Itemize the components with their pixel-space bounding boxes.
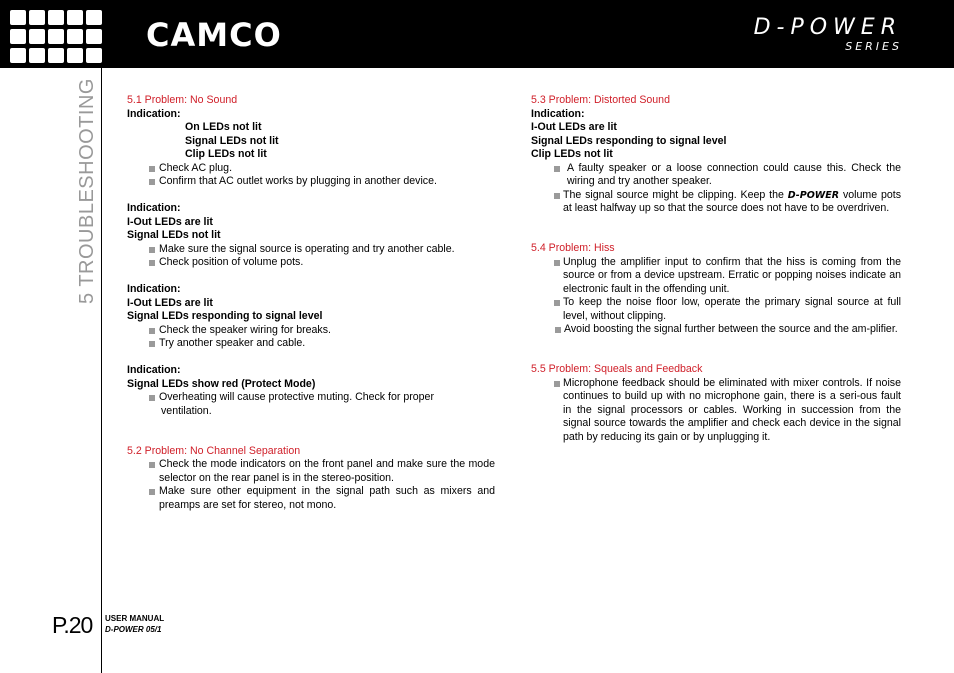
list-item xyxy=(531,189,901,216)
list-item-text: Check the mode indicators on the front panel and make sure the mode selector on the rear panel is in the stereo-position. xyxy=(159,458,495,484)
list-item xyxy=(531,296,901,323)
list-item-text: Overheating will cause protective muting. Check for proper xyxy=(159,391,434,403)
bullet-icon xyxy=(149,179,155,185)
list-item xyxy=(127,391,497,405)
list-item-text: To keep the noise floor low, operate the primary signal source at full level, without clipping. xyxy=(563,296,901,322)
list-item-continuation: ventilation. xyxy=(161,404,212,417)
footer-manual-label: USER MANUAL xyxy=(105,614,165,623)
list-item-text: Check the speaker wiring for breaks. xyxy=(159,323,331,336)
list-item xyxy=(531,162,901,189)
list-item xyxy=(127,256,497,270)
indication-label: Indication: xyxy=(531,107,585,120)
bullet-icon xyxy=(149,489,155,495)
bullet-icon xyxy=(555,327,561,333)
series-title: D-POWER xyxy=(753,15,902,40)
indication-line: Clip LEDs not lit xyxy=(531,148,613,160)
sidebar-divider xyxy=(101,68,102,673)
brand-logo: CAMCO xyxy=(146,16,282,54)
bullet-icon xyxy=(554,381,560,387)
indication-label: Indication: xyxy=(127,202,181,214)
list-item-text: Microphone feedback should be eliminated with mixer controls. If noise continues to build up with no microphone gain, there is a seri-ous fault in the signal processors or cables. Working in succession from the signal source towards the amplifier and check each device in the signal path by reducing its gain or by unplugging it. xyxy=(563,376,901,443)
list-item-text: Make sure the signal source is operating and try another cable. xyxy=(159,242,455,255)
logo-grid-icon xyxy=(10,10,102,62)
product-name: D-POWER xyxy=(787,189,840,201)
indication-line: On LEDs not lit xyxy=(185,121,262,133)
bullet-icon xyxy=(554,193,560,199)
bullet-icon xyxy=(149,341,155,347)
series-subtitle: SERIES xyxy=(845,40,902,53)
section-title: 5 TROUBLESHOOTING xyxy=(76,78,98,304)
list-item xyxy=(127,337,497,351)
list-item-text: Confirm that AC outlet works by plugging in another device. xyxy=(159,175,437,187)
right-column xyxy=(531,94,901,444)
bullet-icon xyxy=(149,166,155,172)
list-item xyxy=(127,458,497,485)
bullet-icon xyxy=(554,260,560,266)
page-number: P.20 xyxy=(52,612,93,638)
indication-line: Signal LEDs not lit xyxy=(127,229,221,241)
list-item xyxy=(127,485,497,512)
bullet-icon xyxy=(149,260,155,266)
indication-label: Indication: xyxy=(127,283,181,295)
list-item-text: Avoid boosting the signal further between the source and the am-plifier. xyxy=(564,323,898,335)
indication-line: I-Out LEDs are lit xyxy=(127,296,213,309)
indication-line: Signal LEDs responding to signal level xyxy=(127,310,323,322)
section-heading-no-sound: 5.1 Problem: No Sound xyxy=(127,94,238,106)
list-item xyxy=(127,175,497,189)
left-column xyxy=(127,94,497,512)
list-item-text: The signal source might be clipping. Keep the xyxy=(563,188,788,201)
list-item xyxy=(531,377,901,445)
section-heading-hiss: 5.4 Problem: Hiss xyxy=(531,242,615,254)
indication-label: Indication: xyxy=(127,364,181,376)
section-heading-squeals-feedback: 5.5 Problem: Squeals and Feedback xyxy=(531,363,703,375)
list-item xyxy=(127,243,497,257)
header-bar xyxy=(0,0,954,68)
indication-line: Signal LEDs show red (Protect Mode) xyxy=(127,377,316,390)
section-heading-distorted-sound: 5.3 Problem: Distorted Sound xyxy=(531,94,670,106)
bullet-icon xyxy=(149,462,155,468)
list-item xyxy=(531,323,901,337)
list-item-text: Check position of volume pots. xyxy=(159,256,304,268)
list-item-text: Try another speaker and cable. xyxy=(159,337,306,349)
list-item-text: Check AC plug. xyxy=(159,161,233,174)
bullet-icon xyxy=(554,300,560,306)
list-item-text: A faulty speaker or a loose connection could cause this. Check the wiring and try another speaker. xyxy=(567,161,901,187)
list-item-text: volume pots at least halfway up so that the source does not have to be overdriven. xyxy=(563,188,901,214)
indication-label: Indication: xyxy=(127,107,181,120)
bullet-icon xyxy=(554,166,560,172)
bullet-icon xyxy=(149,247,155,253)
indication-line: Signal LEDs not lit xyxy=(185,134,279,147)
indication-line: I-Out LEDs are lit xyxy=(127,215,213,228)
indication-line: I-Out LEDs are lit xyxy=(531,121,617,133)
section-heading-channel-separation: 5.2 Problem: No Channel Separation xyxy=(127,444,301,457)
list-item-text: Unplug the amplifier input to confirm that the hiss is coming from the source or from a device upstream. Erratic or popping noises indicate an electronic fault in the offending unit. xyxy=(563,255,901,295)
indication-line: Signal LEDs responding to signal level xyxy=(531,134,727,147)
list-item xyxy=(531,256,901,297)
list-item xyxy=(127,324,497,338)
indication-line: Clip LEDs not lit xyxy=(185,148,267,160)
list-item xyxy=(127,162,497,176)
bullet-icon xyxy=(149,395,155,401)
footer-doc-ref: D-POWER 05/1 xyxy=(105,625,162,634)
bullet-icon xyxy=(149,328,155,334)
list-item-text: Make sure other equipment in the signal path such as mixers and preamps are set for stereo, not mono. xyxy=(159,485,495,511)
